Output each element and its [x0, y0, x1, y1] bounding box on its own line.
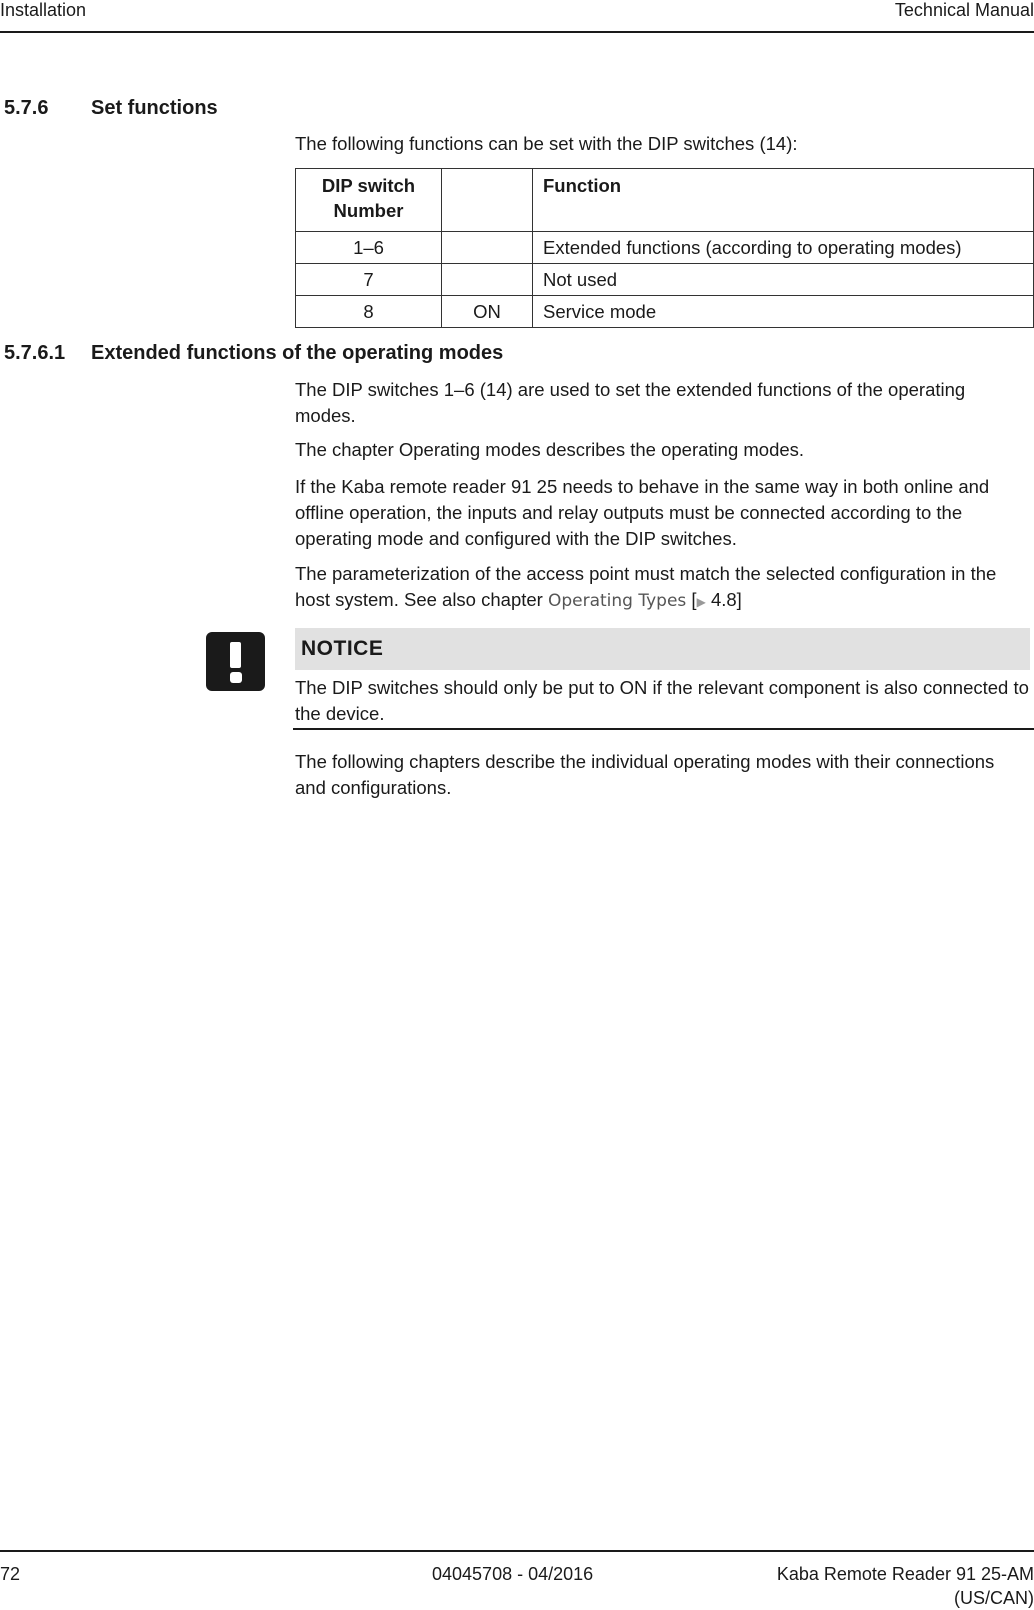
column-header-function: Function	[533, 169, 1034, 232]
header-manual-label: Technical Manual	[894, 0, 1034, 20]
cell-number: 1–6	[296, 232, 442, 264]
page-ref-number: 4.8]	[710, 589, 742, 610]
table-row	[296, 296, 1034, 328]
cell-state	[442, 232, 533, 264]
table-row	[296, 264, 1034, 296]
section-intro: The following functions can be set with the DIP switches (14):	[295, 133, 798, 154]
dip-switch-table	[295, 168, 1034, 328]
cell-number: 8	[296, 296, 442, 328]
operating-types-link[interactable]: Operating Types	[547, 591, 687, 611]
section-title: Set functions	[91, 97, 218, 119]
column-header-state	[442, 169, 533, 232]
cell-function: Not used	[533, 264, 1034, 296]
paragraph-parameterization	[295, 561, 1030, 615]
footer-product-name: Kaba Remote Reader 91 25-AM (US/CAN)	[776, 1564, 1034, 1608]
section-number: 5.7.6	[4, 97, 49, 119]
notice-divider	[293, 728, 1034, 730]
notice-label: NOTICE	[301, 637, 384, 660]
header-section-label: Installation	[0, 0, 87, 20]
notice-text: The DIP switches should only be put to ON if the relevant component is also connected to the device.	[295, 677, 1029, 724]
subsection-title: Extended functions of the operating modes	[91, 342, 504, 364]
table-row	[296, 232, 1034, 264]
notice-header	[295, 628, 1030, 670]
parameterization-text: The parameterization of the access point must match the selected configuration in the host system. See also chapter	[295, 563, 997, 610]
table-header-row	[296, 169, 1034, 232]
page-ref-open: [	[691, 589, 697, 610]
cell-function: Extended functions (according to operating modes)	[533, 232, 1034, 264]
cell-state	[442, 264, 533, 296]
paragraph-chapter-ref: The chapter Operating modes describes the operating modes.	[295, 439, 805, 460]
subsection-number: 5.7.6.1	[4, 342, 66, 364]
cell-number: 7	[296, 264, 442, 296]
header-divider	[0, 31, 1034, 33]
footer-page-number: 72	[0, 1564, 21, 1584]
footer-doc-number: 04045708 - 04/2016	[432, 1564, 594, 1584]
cell-state: ON	[442, 296, 533, 328]
column-header-number: DIP switch Number	[296, 169, 442, 232]
exclamation-icon	[206, 632, 265, 691]
paragraph-closing: The following chapters describe the individual operating modes with their connections and configurations.	[295, 751, 995, 798]
page-ref-arrow-icon: ▶	[696, 595, 706, 609]
cell-function: Service mode	[533, 296, 1034, 328]
paragraph-online-offline: If the Kaba remote reader 91 25 needs to behave in the same way in both online and offline operation, the inputs and relay outputs must be connected according to the operating mode and configured with the DIP switches.	[295, 476, 990, 549]
footer-divider	[0, 1550, 1034, 1552]
paragraph-dip-usage: The DIP switches 1–6 (14) are used to set the extended functions of the operating modes.	[295, 379, 966, 426]
